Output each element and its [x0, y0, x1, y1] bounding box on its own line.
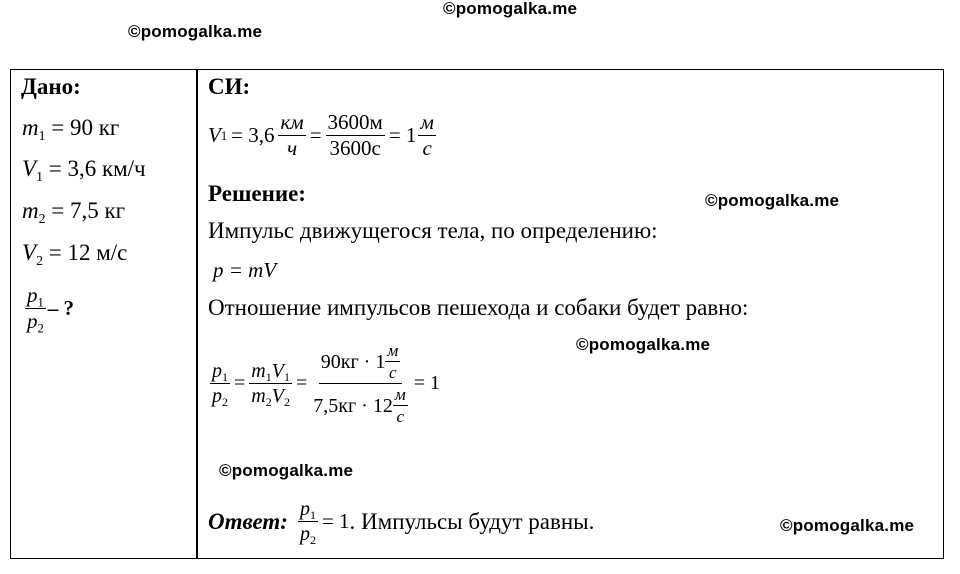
watermark-left: ©pomogalka.me: [219, 461, 354, 480]
given-v2: $V_2 = 12$ м/с: [22, 240, 128, 268]
ratio-formula: $\frac{p_1}{p_2}$ = $\frac{m_1V_1}{m_2V_2}$ = 90кг · 1 $\frac{м}{с}$ 7,5кг · 12 $\frac{м}{с}$ = 1: [212, 341, 440, 426]
si-conversion: V 1 = 3,6 $\frac{км}{ч}$ = $\frac{3600м}{3600с}$ = 1 $\frac{м}{с}$: [208, 110, 434, 160]
given-title: Дано:: [21, 74, 81, 99]
column-divider: [196, 69, 198, 559]
watermark-bottom-right: ©pomogalka.me: [780, 516, 915, 535]
answer-line: Ответ: $\frac{p_1}{p_2}$ = 1 . Импульсы будут равны.: [208, 498, 595, 548]
momentum-formula: p = mV: [213, 258, 277, 282]
watermark-right-1: ©pomogalka.me: [705, 191, 840, 210]
watermark-top: ©pomogalka.me: [443, 0, 578, 18]
given-v1: $V_1 = 3,6$ км/ч: [22, 156, 146, 184]
given-m2: $m_2 = 7,5$ кг: [22, 198, 126, 226]
watermark-top-left: ©pomogalka.me: [128, 22, 263, 41]
solution-line1: Импульс движущегося тела, по определению:: [208, 218, 658, 243]
si-title: СИ:: [208, 74, 251, 99]
given-find: $\frac{p_1}{p_2}$ – ?: [27, 283, 75, 336]
find-fraction: $\frac{p_1}{p_2}$: [27, 283, 44, 336]
watermark-center: ©pomogalka.me: [576, 335, 711, 354]
given-m1: $m_1 = 90$ кг: [22, 115, 120, 143]
solution-title: Решение:: [208, 181, 306, 206]
solution-line2: Отношение импульсов пешехода и собаки будет равно:: [208, 295, 749, 320]
